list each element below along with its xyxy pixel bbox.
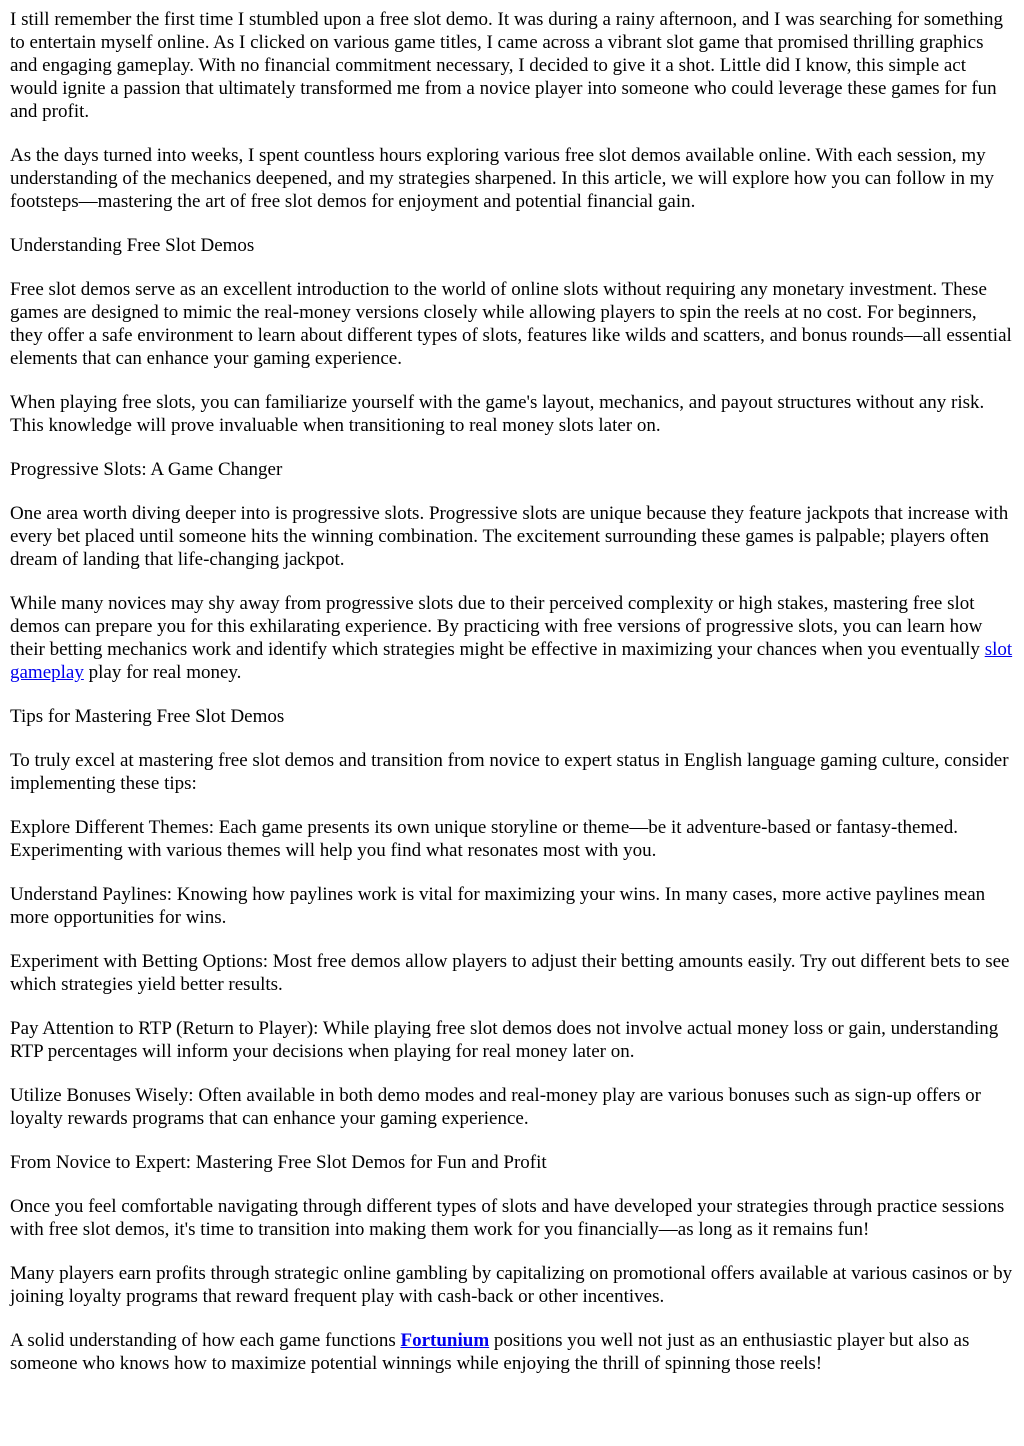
section-heading-tips: Tips for Mastering Free Slot Demos <box>10 706 285 727</box>
closing-paragraph <box>10 1329 1014 1375</box>
tips-intro-paragraph: To truly excel at mastering free slot demos and transition from novice to expert status in English language gaming culture, consider implementing these tips: <box>10 750 1009 794</box>
progressive-paragraph: One area worth diving deeper into is progressive slots. Progressive slots are unique because they feature jackpots that increase with every bet placed until someone hits the winning combination. The excitement surrounding these games is palpable; players often dream of landing that life-changing jackpot. <box>10 503 1009 570</box>
tip-bonuses: Utilize Bonuses Wisely: Often available in both demo modes and real-money play are various bonuses such as sign-up offers or loyalty rewards programs that can enhance your gaming experience. <box>10 1085 981 1129</box>
tip-themes: Explore Different Themes: Each game presents its own unique storyline or theme—be it adventure-based or fantasy-themed. Experimenting with various themes will help you find what resonates most with you. <box>10 817 958 861</box>
section-heading-understanding: Understanding Free Slot Demos <box>10 235 255 256</box>
tip-betting: Experiment with Betting Options: Most free demos allow players to adjust their betting amounts easily. Try out different bets to see which strategies yield better results. <box>10 951 1010 995</box>
section-heading-progressive: Progressive Slots: A Game Changer <box>10 459 283 480</box>
fortunium-link[interactable]: Fortunium <box>400 1330 490 1351</box>
understanding-paragraph-2: When playing free slots, you can familiarize yourself with the game's layout, mechanics, and payout structures without any risk. This knowledge will prove invaluable when transitioning to real money slots later on. <box>10 392 985 436</box>
slot-gameplay-link[interactable]: slot gameplay <box>10 639 1013 683</box>
intro-paragraph: I still remember the first time I stumbled upon a free slot demo. It was during a rainy afternoon, and I was searching for something to entertain myself online. As I clicked on various game titles, I came across a vibrant slot game that promised thrilling graphics and engaging gameplay. With no financial commitment necessary, I decided to give it a shot. Little did I know, this simple act would ignite a passion that ultimately transformed me from a novice player into someone who could leverage these games for fun and profit. <box>10 9 1004 122</box>
expert-paragraph: Once you feel comfortable navigating through different types of slots and have developed your strategies through practice sessions with free slot demos, it's time to transition into making them work for you financially—as long as it remains fun! <box>10 1196 1005 1240</box>
progressive-paragraph-2 <box>10 592 1014 684</box>
closing-text-after: positions you well not just as an enthusiastic player but also as someone who knows how to maximize potential winnings while enjoying the thrill of spinning those reels! <box>10 1330 970 1374</box>
section-heading-novice-to-expert: From Novice to Expert: Mastering Free Slot Demos for Fun and Profit <box>10 1152 547 1173</box>
progressive-text-before: While many novices may shy away from progressive slots due to their perceived complexity or high stakes, mastering free slot demos can prepare you for this exhilarating experience. By practicing with free versions of progressive slots, you can learn how their betting mechanics work and identify which strategies might be effective in maximizing your chances when you eventually <box>10 593 985 660</box>
closing-text-before: A solid understanding of how each game functions <box>10 1330 401 1351</box>
tip-paylines: Understand Paylines: Knowing how paylines work is vital for maximizing your wins. In many cases, more active paylines mean more opportunities for wins. <box>10 884 986 928</box>
intro-paragraph-2: As the days turned into weeks, I spent countless hours exploring various free slot demos available online. With each session, my understanding of the mechanics deepened, and my strategies sharpened. In this article, we will explore how you can follow in my footsteps—mastering the art of free slot demos for enjoyment and potential financial gain. <box>10 145 995 212</box>
tip-rtp: Pay Attention to RTP (Return to Player): While playing free slot demos does not involve actual money loss or gain, understanding RTP percentages will inform your decisions when playing for real money later on. <box>10 1018 999 1062</box>
understanding-paragraph: Free slot demos serve as an excellent introduction to the world of online slots without requiring any monetary investment. These games are designed to mimic the real-money versions closely while allowing players to spin the reels at no cost. For beginners, they offer a safe environment to learn about different types of slots, features like wilds and scatters, and bonus rounds—all essential elements that can enhance your gaming experience. <box>10 279 1012 369</box>
expert-paragraph-2: Many players earn profits through strategic online gambling by capitalizing on promotional offers available at various casinos or by joining loyalty programs that reward frequent play with cash-back or other incentives. <box>10 1263 1013 1307</box>
progressive-text-after: play for real money. <box>83 662 242 683</box>
